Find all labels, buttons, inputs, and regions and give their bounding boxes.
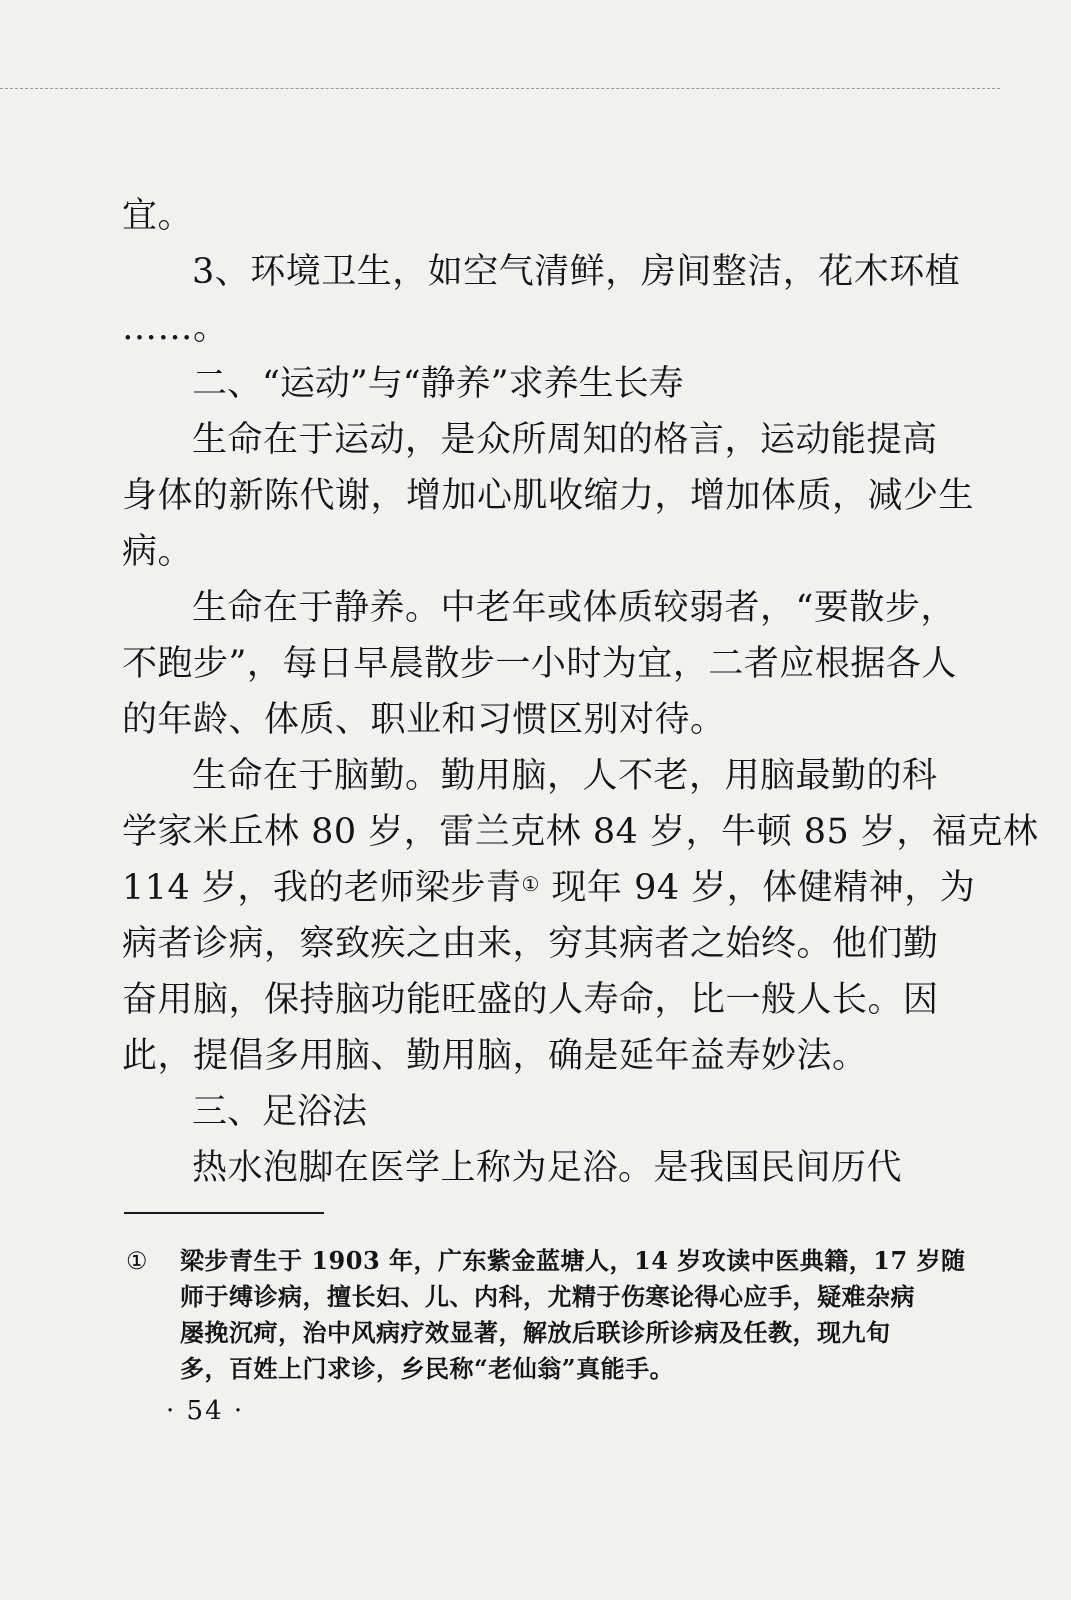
text-line: 奋用脑，保持脑功能旺盛的人寿命，比一般人长。因 — [122, 980, 939, 1020]
text-line: 的年龄、体质、职业和习惯区别对待。 — [122, 700, 726, 740]
text-line: 病。 — [122, 532, 194, 572]
text-segment: 现年 94 岁，体健精神，为 — [551, 868, 976, 908]
text-line: 不跑步”，每日早晨散步一小时为宜，二者应根据各人 — [122, 644, 957, 684]
footnote-line: 多，百姓上门求诊，乡民称“老仙翁”真能手。 — [180, 1354, 675, 1383]
footnote-line: 屡挽沉疴，治中风病疗效显著，解放后联诊所诊病及任教，现九旬 — [180, 1318, 891, 1347]
text-line: 身体的新陈代谢，增加心肌收缩力，增加体质，减少生 — [122, 476, 975, 516]
top-edge-rule — [0, 88, 1000, 89]
text-line: 生命在于静养。中老年或体质较弱者，“要散步， — [192, 588, 956, 628]
footnote-text: 梁步青生于 1903 年，广东紫金蓝塘人，14 岁攻读中医典籍，17 岁随 — [180, 1246, 966, 1275]
text-line: 学家米丘林 80 岁，雷兰克林 84 岁，牛顿 85 岁，福克林 — [122, 812, 1039, 852]
text-line: 3、环境卫生，如空气清鲜，房间整洁，花木环植 — [192, 252, 961, 292]
section-heading: 二、“运动”与“静养”求养生长寿 — [192, 364, 684, 404]
footnote-reference: ① — [521, 872, 540, 896]
text-line: 热水泡脚在医学上称为足浴。是我国民间历代 — [192, 1148, 903, 1188]
text-line: 生命在于脑勤。勤用脑，人不老，用脑最勤的科 — [192, 756, 938, 796]
text-line: 宜。 — [122, 196, 194, 236]
footnote-divider — [124, 1212, 324, 1214]
footnote — [126, 1243, 966, 1387]
footnote-marker: ① — [126, 1247, 149, 1275]
footnote-line: 师于缚诊病，擅长妇、儿、内科，尤精于伤寒论得心应手，疑难杂病 — [180, 1282, 915, 1311]
page-number: · 54 · — [166, 1396, 245, 1426]
text-line: 病者诊病，察致疾之由来，穷其病者之始终。他们勤 — [122, 924, 939, 964]
body-text — [122, 188, 1039, 1196]
text-line: 此，提倡多用脑、勤用脑，确是延年益寿妙法。 — [122, 1036, 868, 1076]
text-line: 生命在于运动，是众所周知的格言，运动能提高 — [192, 420, 938, 460]
footnote-line — [126, 1243, 966, 1279]
section-heading: 三、足浴法 — [192, 1092, 368, 1132]
text-line — [122, 860, 976, 916]
text-line: ……。 — [122, 308, 229, 348]
text-segment: 114 岁，我的老师梁步青 — [122, 868, 522, 908]
